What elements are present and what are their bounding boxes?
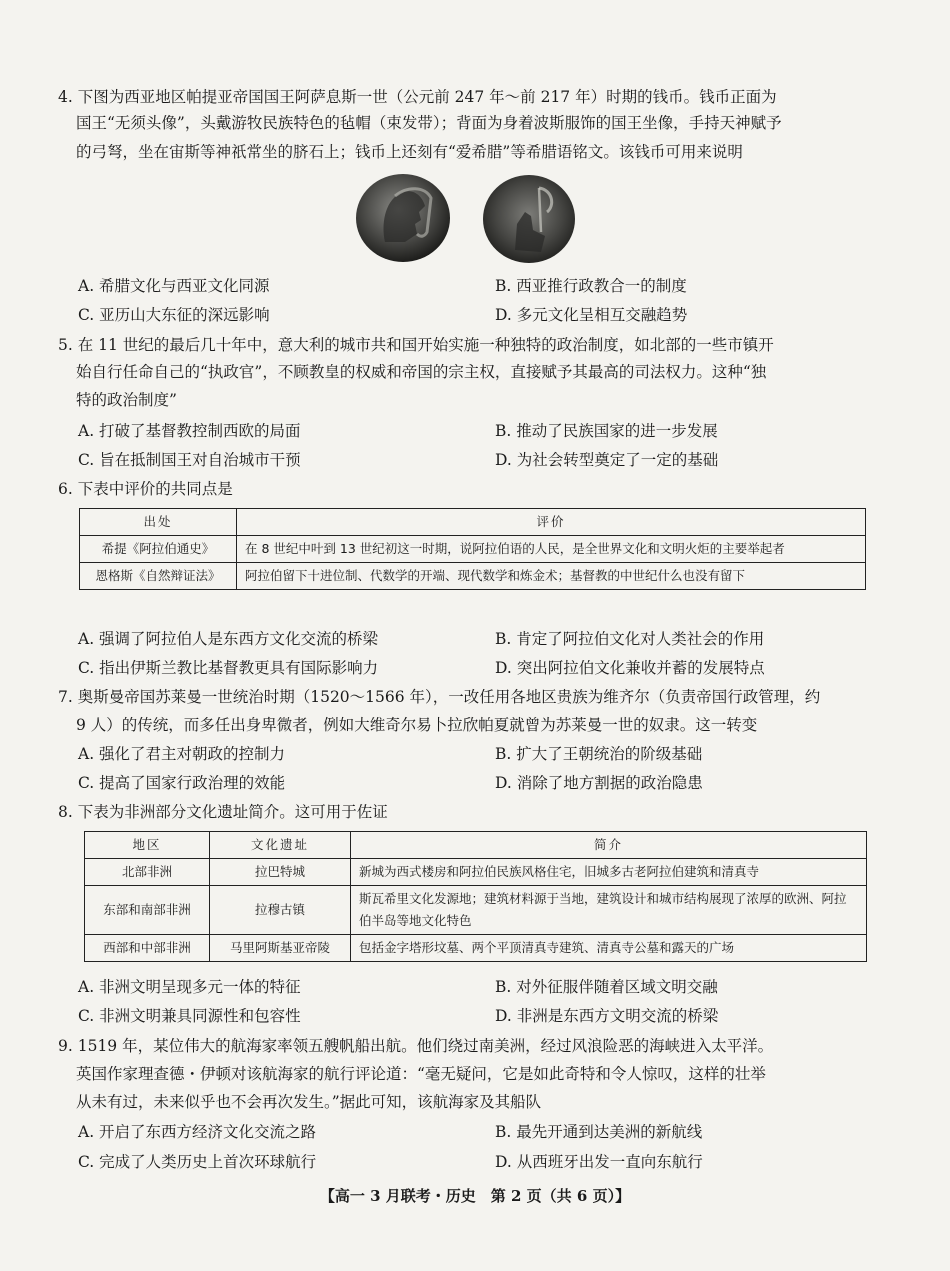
table-cell: 在 8 世纪中叶到 13 世纪初这一时期，说阿拉伯语的人民，是全世界文化和文明火炬的主要举起者 [237,536,866,563]
table-row [80,536,866,563]
q8-option-c: C. 非洲文明兼具同源性和包容性 [78,1007,301,1025]
q7-option-d: D. 消除了地方割据的政治隐患 [495,774,703,792]
q4-line-3: 的弓弩，坐在宙斯等神祇常坐的脐石上；钱币上还刻有“爱希腊”等希腊语铭文。该钱币可用来说明 [76,143,743,161]
q5-line-2: 始自行任命自己的“执政官”，不顾教皇的权威和帝国的宗主权，直接赋予其最高的司法权力。这种“独 [76,363,767,381]
table-cell: 拉穆古镇 [210,886,351,935]
q5-line-3: 特的政治制度” [76,391,177,409]
table-cell: 北部非洲 [85,859,210,886]
table-header-row [80,509,866,536]
q9-option-d: D. 从西班牙出发一直向东航行 [495,1153,703,1171]
table-cell: 包括金字塔形坟墓、两个平顶清真寺建筑、清真寺公墓和露天的广场 [351,935,867,962]
q4-option-c: C. 亚历山大东征的深远影响 [78,306,270,324]
table-header: 简介 [351,832,867,859]
coin-obverse-icon [356,174,450,262]
q9-option-a: A. 开启了东西方经济文化交流之路 [78,1123,317,1141]
table-cell: 希提《阿拉伯通史》 [80,536,237,563]
q7-line-2: 9 人）的传统，而多任出身卑微者，例如大维奇尔易卜拉欣帕夏就曾为苏莱曼一世的奴隶。这一转变 [76,716,758,734]
table-cell: 东部和南部非洲 [85,886,210,935]
q7-option-a: A. 强化了君主对朝政的控制力 [78,745,286,763]
q6-line-1: 6. 下表中评价的共同点是 [58,480,233,498]
q6-option-b: B. 肯定了阿拉伯文化对人类社会的作用 [495,630,765,648]
table-row [85,886,867,935]
table-cell: 拉巴特城 [210,859,351,886]
table-cell: 斯瓦希里文化发源地；建筑材料源于当地，建筑设计和城市结构展现了浓厚的欧洲、阿拉伯半岛等地文化特色 [351,886,867,935]
q8-option-a: A. 非洲文明呈现多元一体的特征 [78,978,301,996]
table-row [85,935,867,962]
table-cell: 恩格斯《自然辩证法》 [80,563,237,590]
table-header: 出处 [80,509,237,536]
q5-option-c: C. 旨在抵制国王对自治城市干预 [78,451,301,469]
q4-option-b: B. 西亚推行政教合一的制度 [495,277,687,295]
q5-option-b: B. 推动了民族国家的进一步发展 [495,422,718,440]
q8-option-b: B. 对外征服伴随着区域文明交融 [495,978,718,996]
q5-option-d: D. 为社会转型奠定了一定的基础 [495,451,719,469]
q4-option-d: D. 多元文化呈相互交融趋势 [495,306,688,324]
q7-option-b: B. 扩大了王朝统治的阶级基础 [495,745,703,763]
q9-line-3: 从未有过，未来似乎也不会再次发生。”据此可知，该航海家及其船队 [76,1093,542,1111]
q8-table [84,831,867,962]
q9-line-2: 英国作家理查德・伊顿对该航海家的航行评论道：“毫无疑问，它是如此奇特和令人惊叹，这样的壮举 [76,1065,766,1083]
page-footer: 【高一 3 月联考・历史 第 2 页（共 6 页）】 [319,1187,631,1205]
table-cell: 新城为西式楼房和阿拉伯民族风格住宅，旧城多古老阿拉伯建筑和清真寺 [351,859,867,886]
table-header: 文化遗址 [210,832,351,859]
q9-option-c: C. 完成了人类历史上首次环球航行 [78,1153,317,1171]
q8-line-1: 8. 下表为非洲部分文化遗址简介。这可用于佐证 [58,803,388,821]
q8-option-d: D. 非洲是东西方文明交流的桥梁 [495,1007,719,1025]
q6-option-a: A. 强调了阿拉伯人是东西方文化交流的桥梁 [78,630,379,648]
table-header-row [85,832,867,859]
q6-table [79,508,866,590]
table-cell: 马里阿斯基亚帝陵 [210,935,351,962]
q4-line-2: 国王“无须头像”，头戴游牧民族特色的毡帽（束发带）；背面为身着波斯服饰的国王坐像，手持天神赋予 [76,114,782,132]
coin-reverse-icon [483,175,575,263]
q6-option-d: D. 突出阿拉伯文化兼收并蓄的发展特点 [495,659,765,677]
table-header: 地区 [85,832,210,859]
table-header: 评价 [237,509,866,536]
q7-line-1: 7. 奥斯曼帝国苏莱曼一世统治时期（1520～1566 年），一改任用各地区贵族为维齐尔（负责帝国行政管理，约 [58,688,821,706]
table-row [85,859,867,886]
q5-option-a: A. 打破了基督教控制西欧的局面 [78,422,301,440]
q4-option-a: A. 希腊文化与西亚文化同源 [78,277,270,295]
table-cell: 阿拉伯留下十进位制、代数学的开端、现代数学和炼金术；基督教的中世纪什么也没有留下 [237,563,866,590]
table-cell: 西部和中部非洲 [85,935,210,962]
coin-images [355,172,585,264]
q9-line-1: 9. 1519 年，某位伟大的航海家率领五艘帆船出航。他们绕过南美洲，经过风浪险恶的海峡进入太平洋。 [58,1037,774,1055]
q6-option-c: C. 指出伊斯兰教比基督教更具有国际影响力 [78,659,379,677]
q5-line-1: 5. 在 11 世纪的最后几十年中，意大利的城市共和国开始实施一种独特的政治制度，如北部的一些市镇开 [58,336,774,354]
q7-option-c: C. 提高了国家行政治理的效能 [78,774,286,792]
table-row [80,563,866,590]
q4-line-1: 4. 下图为西亚地区帕提亚帝国国王阿萨息斯一世（公元前 247 年～前 217 年）时期的钱币。钱币正面为 [58,88,777,106]
q9-option-b: B. 最先开通到达美洲的新航线 [495,1123,703,1141]
